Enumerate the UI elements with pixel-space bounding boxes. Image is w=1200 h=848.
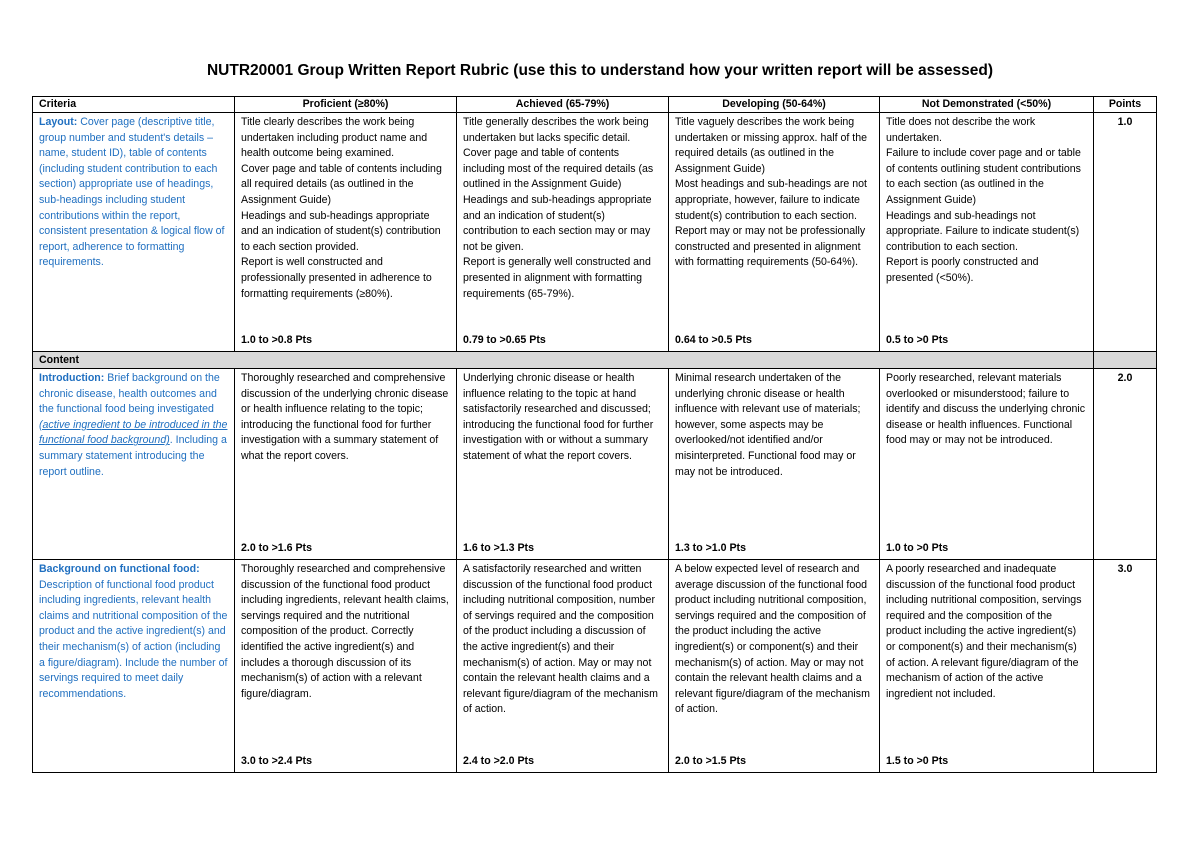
developing-cell [669, 560, 880, 773]
header-achieved: Achieved (65-79%) [457, 97, 669, 113]
achieved-text: Title generally describes the work being undertaken but lacks specific detail. Cover page and table of contents including most of the required details (as outlined in the Assignment Guide) Headings and sub-headings appropriate and an indication of student(s) contribution to each section may or may not be given. Report is generally well constructed and presented in alignment with formatting requirements (65-79%). [463, 116, 654, 300]
achieved-pts: 1.6 to >1.3 Pts [463, 542, 534, 555]
table-row [33, 369, 1157, 560]
developing-pts: 2.0 to >1.5 Pts [675, 755, 746, 768]
not-demonstrated-pts: 1.0 to >0 Pts [886, 542, 949, 555]
developing-text: Title vaguely describes the work being undertaken or missing approx. half of the required details (as outlined in the Assignment Guide) Most headings and sub-headings are not appropriate, however, failure to indicate student(s) contribution to each section. Report may or may not be professionally constructed and presented in alignment with formatting requirements (50-64%). [675, 116, 867, 269]
not-demonstrated-text: Poorly researched, relevant materials overlooked or misunderstood; failure to identify and discuss the underlying chronic disease or health influences. Functional food may or may not be introduced. [886, 372, 1086, 447]
document-title: NUTR20001 Group Written Report Rubric (use this to understand how your written report will be assessed) [206, 62, 994, 79]
not-demonstrated-pts: 1.5 to >0 Pts [886, 755, 949, 768]
criteria-text: Brief background on the chronic disease, health outcomes and the functional food being investigated [39, 372, 220, 416]
header-developing: Developing (50-64%) [669, 97, 880, 113]
points-value: 2.0 [1094, 369, 1157, 560]
developing-text: Minimal research undertaken of the underlying chronic disease or health influence with relevant use of materials; however, some aspects may be overlooked/not identified and/or misinterpreted. Functional food may or may not be introduced. [675, 372, 861, 478]
criteria-text-end: . Including a summary statement introducing the report outline. [39, 434, 227, 478]
criteria-text: Description of functional food product including ingredients, relevant health claims and nutritional composition of the product and the active ingredient(s) and their mechanism(s) of action (including a figure/diagram). Include the number of servings required to meet daily recommendations. [39, 578, 228, 700]
table-header-row [33, 97, 1157, 113]
proficient-pts: 1.0 to >0.8 Pts [241, 334, 312, 347]
not-demonstrated-pts: 0.5 to >0 Pts [886, 334, 949, 347]
section-points-blank [1094, 352, 1157, 369]
section-label: Content [33, 352, 1094, 369]
developing-cell [669, 113, 880, 352]
criteria-note-link: (active ingredient to be introduced in the functional food background) [39, 418, 228, 447]
achieved-cell [457, 113, 669, 352]
header-proficient: Proficient (≥80%) [235, 97, 457, 113]
developing-pts: 0.64 to >0.5 Pts [675, 334, 752, 347]
criteria-text: Cover page (descriptive title, group number and student's details – name, student ID), table of contents (including student contribution to each section) appropriate use of headings, sub-headings including student contributions within the report, consistent presentation & logical flow of report, adherence to formatting requirements. [39, 116, 225, 269]
not-demonstrated-cell [880, 560, 1094, 773]
not-demonstrated-text: A poorly researched and inadequate discussion of the functional food product including nutritional composition, servings required and the composition of the product including the active ingredient(s) or component(s) and their mechanism(s) of action. A relevant figure/diagram of the mechanism of action of the active ingredient not included. [886, 563, 1082, 700]
criteria-cell [33, 369, 235, 560]
table-row [33, 113, 1157, 352]
achieved-text: Underlying chronic disease or health influence relating to the topic at hand satisfactorily researched and discussed; introducing the functional food for further investigation with or without a summary statement of what the report covers. [463, 372, 654, 462]
achieved-pts: 2.4 to >2.0 Pts [463, 755, 534, 768]
criteria-cell [33, 560, 235, 773]
section-row [33, 352, 1157, 369]
developing-pts: 1.3 to >1.0 Pts [675, 542, 746, 555]
proficient-cell [235, 113, 457, 352]
not-demonstrated-cell [880, 113, 1094, 352]
header-not-demonstrated: Not Demonstrated (<50%) [880, 97, 1094, 113]
proficient-text: Thoroughly researched and comprehensive discussion of the underlying chronic disease or health influence relating to the topic; introducing the functional food for further investigation with a summary statement of what the report covers. [241, 372, 449, 462]
header-criteria: Criteria [33, 97, 235, 113]
achieved-cell [457, 560, 669, 773]
criteria-title: Layout: [39, 116, 78, 128]
achieved-pts: 0.79 to >0.65 Pts [463, 334, 546, 347]
proficient-pts: 2.0 to >1.6 Pts [241, 542, 312, 555]
rubric-table [32, 96, 1157, 773]
proficient-cell [235, 560, 457, 773]
criteria-title: Introduction: [39, 372, 105, 384]
criteria-title: Background on functional food: [39, 563, 200, 575]
developing-cell [669, 369, 880, 560]
proficient-cell [235, 369, 457, 560]
points-value: 3.0 [1094, 560, 1157, 773]
criteria-cell [33, 113, 235, 352]
points-value: 1.0 [1094, 113, 1157, 352]
developing-text: A below expected level of research and average discussion of the functional food product including nutritional composition, servings required and the composition of the product including the active ingredient(s) or component(s) and their mechanism(s) of action. May or may not contain the relevant health claims and a relevant figure/diagram of the mechanism of action. [675, 563, 870, 716]
header-points: Points [1094, 97, 1157, 113]
proficient-pts: 3.0 to >2.4 Pts [241, 755, 312, 768]
not-demonstrated-text: Title does not describe the work undertaken. Failure to include cover page and or table of contents outlining student contributions to each section (as outlined in the Assignment Guide) Headings and sub-headings not appropriate. Failure to indicate student(s) contribution to each section. Report is poorly constructed and presented (<50%). [886, 116, 1081, 284]
table-row [33, 560, 1157, 773]
not-demonstrated-cell [880, 369, 1094, 560]
achieved-text: A satisfactorily researched and written discussion of the functional food product including nutritional composition, number of servings required and the composition of the product including a discussion of the active ingredient(s) and their mechanism(s) of action. May or may not contain the relevant health claims and a relevant figure/diagram of the mechanism of action. [463, 563, 658, 716]
proficient-text: Title clearly describes the work being undertaken including product name and health outcome being examined. Cover page and table of contents including all required details (as outlined in the Assignment Guide) Headings and sub-headings appropriate and an indication of student(s) contribution to each section provided. Report is well constructed and professionally presented in adherence to formatting requirements (≥80%). [241, 116, 442, 300]
proficient-text: Thoroughly researched and comprehensive discussion of the functional food product including ingredients, relevant health claims, servings required and the nutritional composition of the product. Correctly identified the active ingredient(s) and includes a thorough discussion of its mechanism(s) of action with a relevant figure/diagram. [241, 563, 449, 700]
achieved-cell [457, 369, 669, 560]
